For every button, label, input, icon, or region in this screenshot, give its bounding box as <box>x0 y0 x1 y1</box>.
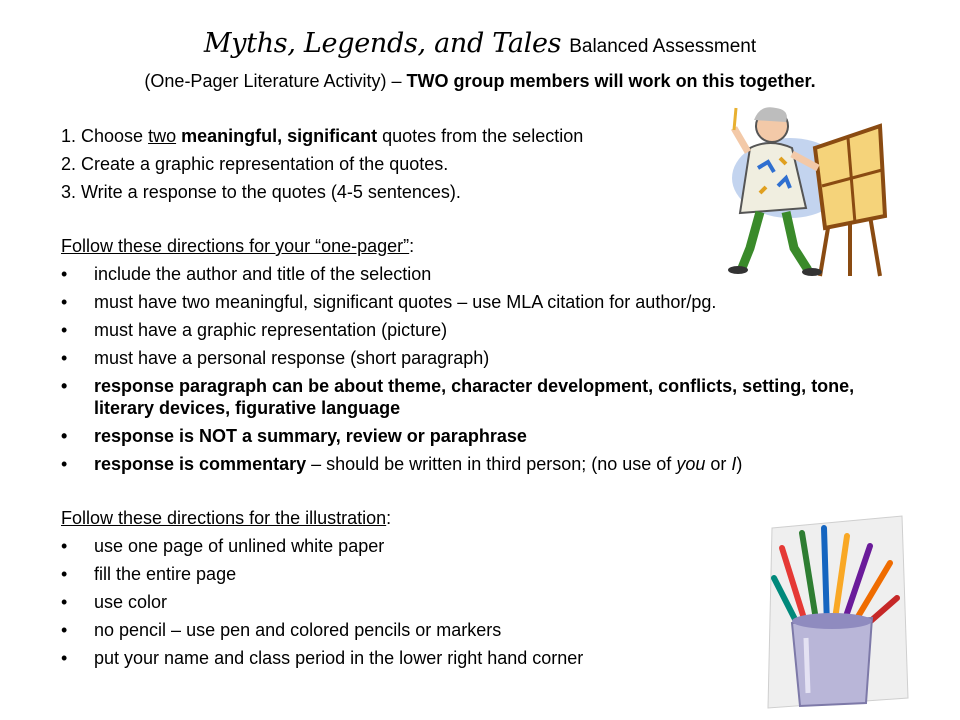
step-1-prefix: 1. Choose <box>61 126 149 146</box>
illustration-bullet-1: • use one page of unlined white paper <box>61 532 901 560</box>
title-block <box>0 22 960 93</box>
illustration-bullet-4: • no pencil – use pen and colored pencils or markers <box>61 616 901 644</box>
onepager-bullet-6: • response is NOT a summary, review or paraphrase <box>61 422 901 450</box>
page-title: Myths, Legends, and Tales <box>203 28 562 59</box>
step-3: 3. Write a response to the quotes (4-5 sentences). <box>61 182 461 202</box>
onepager-heading-text: Follow these directions for your “one-pager” <box>61 236 410 256</box>
onepager-bullet-7 <box>61 450 901 478</box>
illustration-heading-text: Follow these directions for the illustration <box>61 508 387 528</box>
onepager-bullet-7-or: or <box>705 454 732 474</box>
onepager-bullet-7-bold: response is commentary <box>94 454 307 474</box>
title-line-1 <box>0 22 960 69</box>
onepager-bullet-7-mid: – should be written in third person; (no use of <box>306 454 677 474</box>
step-1-bold: meaningful, significant <box>181 126 378 146</box>
page-subtitle: Balanced Assessment <box>569 36 757 57</box>
onepager-bullet-1: • include the author and title of the selection <box>61 260 901 288</box>
onepager-bullet-7-you: you <box>676 454 706 474</box>
step-1-suffix: quotes from the selection <box>377 126 584 146</box>
pencil-cup-clipart <box>762 508 912 713</box>
onepager-bullet-3: • must have a graphic representation (picture) <box>61 316 901 344</box>
onepager-bullet-2: • must have two meaningful, significant quotes – use MLA citation for author/pg. <box>61 288 901 316</box>
title-line-2 <box>0 69 960 93</box>
illustration-bullet-5: • put your name and class period in the lower right hand corner <box>61 644 901 672</box>
illustration-bullet-2: • fill the entire page <box>61 560 901 588</box>
painter-clipart <box>720 98 890 278</box>
step-1-underline: two <box>148 126 177 146</box>
onepager-bullet-4: • must have a personal response (short paragraph) <box>61 344 901 372</box>
onepager-bullet-7-i: I <box>731 454 737 474</box>
onepager-bullet-5: • response paragraph can be about theme, character development, conflicts, setting, tone, literary devices, figurative language <box>61 372 874 422</box>
illustration-heading-colon: : <box>386 508 392 528</box>
illustration-bullet-3: • use color <box>61 588 901 616</box>
step-2: 2. Create a graphic representation of the quotes. <box>61 154 449 174</box>
group-note: TWO group members will work on this together. <box>406 71 816 91</box>
onepager-heading-colon: : <box>409 236 415 256</box>
onepager-bullet-7-end: ) <box>736 454 743 474</box>
activity-label: (One-Pager Literature Activity) – <box>144 71 407 91</box>
